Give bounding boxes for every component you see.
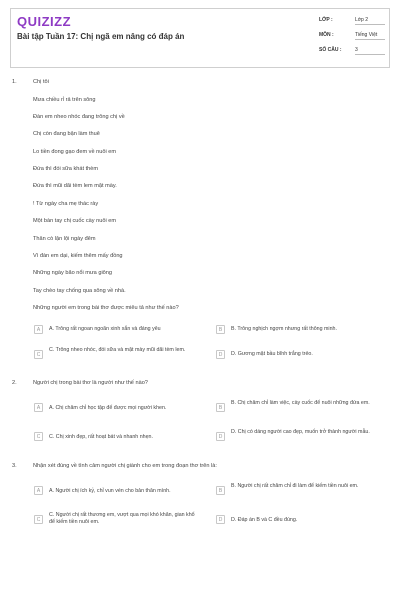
option-text: A. Trông rất ngoan ngoãn xinh xắn và đáng yêu (49, 326, 161, 332)
option-text: B. Người chị rất chăm chỉ đi làm để kiếm tiền nuôi em. (231, 483, 359, 489)
meta-class (319, 17, 385, 25)
option-text: A. Chị chăm chỉ học tập để được mọi người khen. (49, 405, 167, 411)
question-text: Người chị trong bài thơ là người như thế nào? (33, 380, 148, 386)
meta-value: 3 (355, 47, 385, 55)
option-letter-box[interactable]: B (216, 403, 225, 412)
meta-label: SỐ CÂU : (319, 47, 342, 53)
poem-line: Mưa chiều rỉ rả trên sông (33, 97, 96, 103)
option-letter-box[interactable]: D (216, 515, 225, 524)
meta-value: Tiếng Việt (355, 32, 385, 40)
meta-value: Lớp 2 (355, 17, 385, 25)
poem-line: Lo tiền đong gạo đem về nuôi em (33, 149, 117, 155)
meta-subject (319, 32, 385, 40)
poem-line: ! Từ ngày cha mẹ thác rày (33, 201, 99, 207)
question-text: Nhận xét đúng về tình cảm người chị giành cho em trong đoạn thơ trên là: (33, 463, 217, 469)
option-text: A. Người chị ích kỷ, chỉ vun vén cho bản thân mình. (49, 488, 171, 494)
question-number: 2. (12, 380, 17, 386)
meta-count (319, 47, 385, 55)
poem-line: Chị tôi (33, 79, 49, 85)
option-text: C. Người chị rất thương em, vượt qua mọi khó khăn, gian khổ để kiếm tiền nuôi em. (49, 512, 195, 525)
poem-line: Những ngày bão nổi mưa giông (33, 270, 113, 276)
poem-line: Tay chèo tay chống qua sông về nhà. (33, 288, 126, 294)
option-letter-box[interactable]: C (34, 515, 43, 524)
option-text: D. Chị có dáng người cao đẹp, muốn trở thành người mẫu. (231, 429, 370, 435)
option-letter-box[interactable]: A (34, 486, 43, 495)
poem-line: Thân cò lận lội ngày đêm (33, 236, 96, 242)
option-letter-box[interactable]: D (216, 350, 225, 359)
option-letter-box[interactable]: C (34, 432, 43, 441)
question-number: 1. (12, 79, 17, 85)
meta-label: LỚP : (319, 17, 333, 23)
option-letter-box[interactable]: B (216, 486, 225, 495)
option-text: B. Trông nghịch ngợm nhưng rất thông minh. (231, 326, 337, 332)
option-letter-box[interactable]: A (34, 325, 43, 334)
worksheet-title: Bài tập Tuần 17: Chị ngã em nâng có đáp án (17, 32, 185, 41)
option-text: C. Trông nheo nhóc, đói sữa và mặt mày mũi dãi tèm lem. (49, 347, 186, 353)
option-text: D. Đáp án B và C đều đúng. (231, 517, 298, 523)
option-letter-box[interactable]: A (34, 403, 43, 412)
meta-label: MÔN : (319, 32, 334, 38)
poem-line: Đàn em nheo nhóc đang trông chị về (33, 114, 125, 120)
worksheet-header (10, 8, 390, 68)
question-text: Những người em trong bài thơ được miêu tả như thế nào? (33, 305, 179, 311)
poem-line: Vì đàn em dại, kiếm thêm mấy đồng (33, 253, 123, 259)
question-number: 3. (12, 463, 17, 469)
option-text: C. Chị xinh đẹp, rất hoạt bát và nhanh nhẹn. (49, 434, 153, 440)
option-letter-box[interactable]: C (34, 350, 43, 359)
option-letter-box[interactable]: B (216, 325, 225, 334)
poem-line: Một bàn tay chị cuốc cày nuôi em (33, 218, 117, 224)
poem-line: Đứa thì mũi dãi tèm lem mặt mày. (33, 183, 117, 189)
option-letter-box[interactable]: D (216, 432, 225, 441)
poem-line: Chị còn đang bận làm thuê (33, 131, 100, 137)
quizizz-logo: QUIZIZZ (17, 14, 72, 29)
option-text: B. Chị chăm chỉ làm việc, cày cuốc để nuôi những đứa em. (231, 400, 370, 406)
poem-line: Đứa thì đói sữa khát thèm (33, 166, 99, 172)
option-text: D. Gương mặt bầu bĩnh trắng trẻo. (231, 351, 313, 357)
